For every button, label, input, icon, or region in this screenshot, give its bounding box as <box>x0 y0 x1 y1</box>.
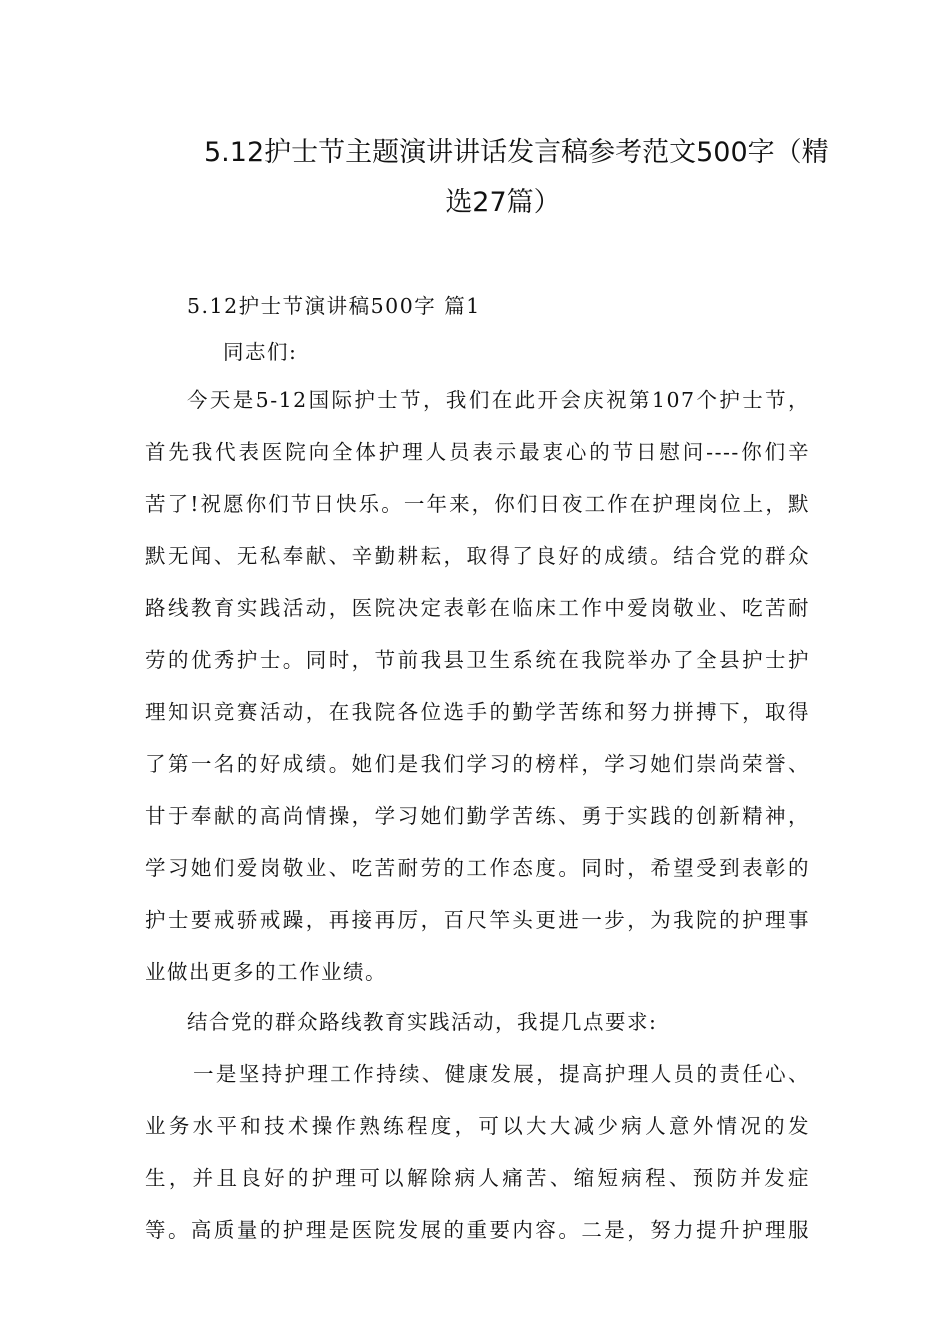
paragraph-line: 业做出更多的工作业绩。 <box>145 960 387 984</box>
paragraph-line: 理知识竞赛活动，在我院各位选手的勤学苦练和努力拼搏下，取得 <box>145 700 810 724</box>
paragraph-line: 今天是5-12国际护士节，我们在此开会庆祝第107个护士节， <box>187 388 810 412</box>
paragraph-line: 业务水平和技术操作熟练程度，可以大大减少病人意外情况的发 <box>145 1114 810 1138</box>
paragraph-line: 苦了!祝愿你们节日快乐。一年来，你们日夜工作在护理岗位上，默 <box>145 492 810 516</box>
paragraph-line: 甘于奉献的高尚情操，学习她们勤学苦练、勇于实践的创新精神， <box>145 804 810 828</box>
section-heading: 5.12护士节演讲稿500字 篇1 <box>187 294 481 318</box>
paragraph-line: 结合党的群众路线教育实践活动，我提几点要求: <box>187 1010 658 1034</box>
title-line-2: 选27篇） <box>445 187 561 218</box>
title-line-1: 5.12护士节主题演讲讲话发言稿参考范文500字（精 <box>204 137 829 168</box>
paragraph-line: 首先我代表医院向全体护理人员表示最衷心的节日慰问----你们辛 <box>145 440 810 464</box>
paragraph-line: 默无闻、无私奉献、辛勤耕耘，取得了良好的成绩。结合党的群众 <box>145 544 810 568</box>
paragraph-line: 学习她们爱岗敬业、吃苦耐劳的工作态度。同时，希望受到表彰的 <box>145 856 810 880</box>
paragraph-line: 路线教育实践活动，医院决定表彰在临床工作中爱岗敬业、吃苦耐 <box>145 596 810 620</box>
document-title <box>150 128 830 228</box>
paragraph-line: 护士要戒骄戒躁，再接再厉，百尺竿头更进一步，为我院的护理事 <box>145 908 810 932</box>
paragraph-line: 生，并且良好的护理可以解除病人痛苦、缩短病程、预防并发症 <box>145 1166 810 1190</box>
paragraph-line: 劳的优秀护士。同时，节前我县卫生系统在我院举办了全县护士护 <box>145 648 810 672</box>
paragraph-line: 一是坚持护理工作持续、健康发展，提高护理人员的责任心、 <box>193 1062 810 1086</box>
salutation: 同志们: <box>223 340 298 364</box>
paragraph-line: 等。高质量的护理是医院发展的重要内容。二是，努力提升护理服 <box>145 1218 810 1242</box>
paragraph-line: 了第一名的好成绩。她们是我们学习的榜样，学习她们崇尚荣誉、 <box>145 752 810 776</box>
